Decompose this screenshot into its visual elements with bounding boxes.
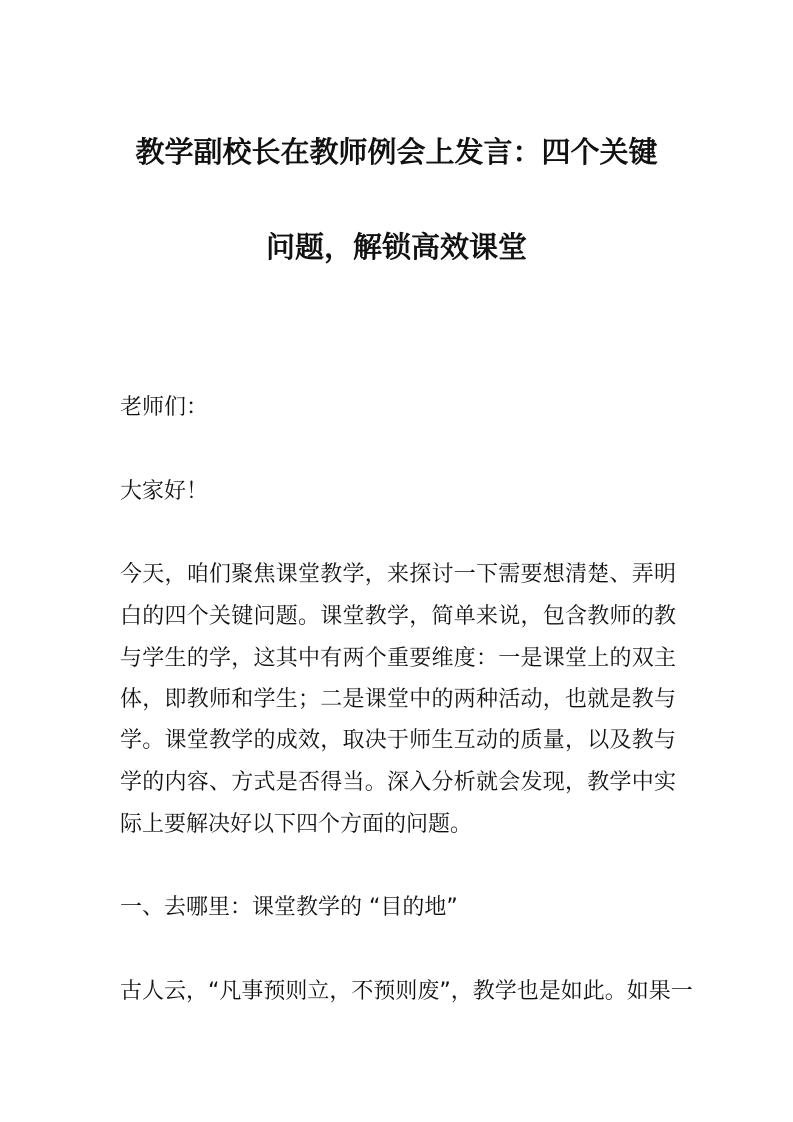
paragraph-line: 与学生的学，这其中有两个重要维度：一是课堂上的双主 [120,646,676,671]
title-line-2: 问题，解锁高效课堂 [265,230,527,264]
salutation: 老师们： [120,395,209,420]
section-heading: 一、去哪里：课堂教学的 “目的地” [120,895,458,920]
paragraph-line: 体，即教师和学生；二是课堂中的两种活动，也就是教与 [120,687,676,712]
paragraph-line: 学。课堂教学的成效，取决于师生互动的质量，以及教与 [120,728,676,753]
paragraph-line: 白的四个关键问题。课堂教学，简单来说，包含教师的教 [120,604,676,629]
paragraph-line: 学的内容、方式是否得当。深入分析就会发现，教学中实 [120,770,676,795]
section-paragraph-line: 古人云，“凡事预则立，不预则废”，教学也是如此。如果一 [120,979,693,1004]
paragraph-line: 际上要解决好以下四个方面的问题。 [120,812,473,837]
title-line-1: 教学副校长在教师例会上发言：四个关键 [135,135,658,169]
paragraph-line: 今天，咱们聚焦课堂教学，来探讨一下需要想清楚、弄明 [120,562,676,587]
greeting: 大家好！ [120,479,209,504]
